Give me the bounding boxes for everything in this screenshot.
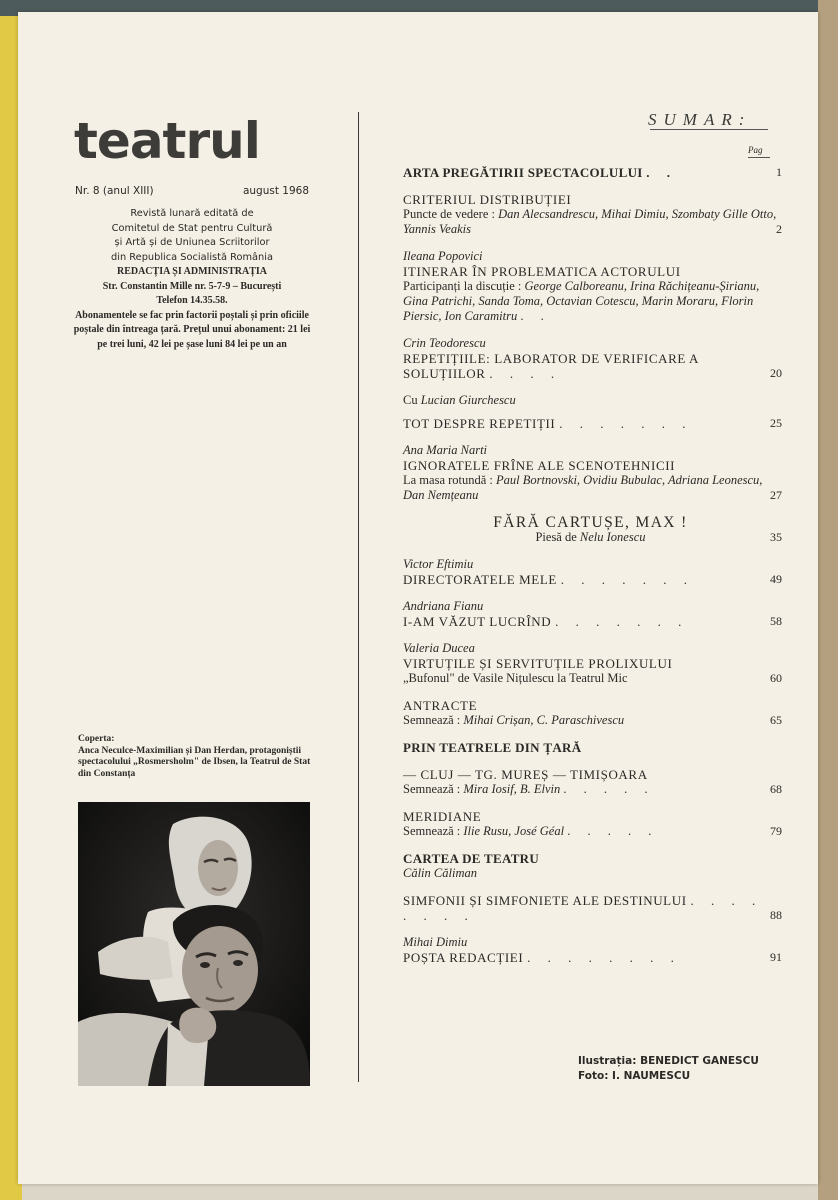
toc-title: ANTRACTE: [403, 698, 478, 713]
toc-title: FĂRĂ CARTUȘE, MAX !: [493, 514, 688, 531]
toc-title: POȘTA REDACȚIEI . . . . . . . .: [403, 950, 681, 965]
toc-page: 91: [770, 950, 782, 964]
toc-entry[interactable]: [403, 767, 782, 797]
toc-entry[interactable]: [403, 641, 782, 686]
photo-credit: Foto: I. NAUMESCU: [578, 1070, 691, 1082]
phone: Telefon 14.35.58.: [156, 295, 228, 306]
toc-author: Mihai Dimiu: [403, 935, 468, 949]
toc-page: 1: [776, 165, 782, 179]
address: Str. Constantin Mille nr. 5-7-9 – București: [102, 280, 282, 292]
toc-author: Ileana Popovici: [403, 249, 483, 263]
toc-author: Călin Căliman: [403, 866, 477, 880]
toc-author: Valeria Ducea: [403, 641, 475, 655]
toc-description: Participanți la discuție : George Calboreanu, Irina Răchițeanu-Șirianu, Gina Patrichi, Sanda Toma, Octavian Cotescu, Marin Moraru, Florin Piersic, Ion Caramitru . .: [403, 279, 760, 323]
toc-title: CRITERIUL DISTRIBUȚIEI: [403, 192, 572, 207]
toc-title: — CLUJ — TG. MUREȘ — TIMIȘOARA: [403, 767, 648, 782]
info-line: Revistă lunară editată de: [130, 208, 254, 219]
info-line: din Republica Socialistă România: [111, 251, 273, 263]
toc-entry[interactable]: [403, 514, 782, 545]
redactia-heading: REDACȚIA ȘI ADMINISTRAȚIA: [116, 266, 268, 277]
toc-description: La masa rotundă : Paul Bortnovski, Ovidiu Bubulac, Adriana Leonescu, Dan Nemțeanu: [403, 473, 763, 502]
toc-title: VIRTUȚILE ȘI SERVITUȚILE PROLIXULUI: [403, 656, 673, 671]
toc-page: 88: [770, 908, 782, 922]
toc-page: 49: [770, 572, 782, 586]
issue-date: august 1968: [242, 185, 309, 197]
toc-entry[interactable]: [403, 893, 782, 923]
toc-page: 60: [770, 671, 782, 685]
issue-line: [75, 185, 309, 197]
toc-author: Crin Teodorescu: [403, 336, 486, 350]
toc-author: Cu Lucian Giurchescu: [403, 393, 516, 407]
publisher-info: [70, 207, 314, 352]
toc-page: 65: [770, 713, 782, 727]
toc-description: Semnează : Mihai Crișan, C. Paraschivescu: [403, 713, 625, 727]
subscription-info: Abonamentele se fac prin factorii poștali și prin oficiile poștale din întreaga țară. Prețul unui abonament: 21 lei pe trei luni, 42 lei pe șase luni 84 lei pe un an: [73, 309, 311, 350]
credits: [578, 1054, 759, 1084]
toc-entry[interactable]: [403, 698, 782, 728]
toc-heading-rule: [650, 129, 768, 130]
toc-title: IGNORATELE FRÎNE ALE SCENOTEHNICII: [403, 458, 676, 473]
illustration-credit: Ilustrația: BENEDICT GANESCU: [578, 1055, 759, 1067]
magazine-page: [18, 12, 818, 1184]
cover-caption: [78, 734, 318, 780]
toc-entry[interactable]: [403, 249, 778, 324]
table-of-contents: [403, 165, 782, 977]
toc-author: Ana Maria Narti: [403, 443, 488, 457]
toc-entry[interactable]: [403, 599, 782, 629]
info-line: Comitetul de Stat pentru Cultură: [111, 222, 273, 234]
toc-title: REPETIȚIILE: LABORATOR DE VERIFICARE A SOLUȚIILOR . . . .: [403, 351, 699, 381]
toc-title: SIMFONII ȘI SIMFONIETE ALE DESTINULUI . . . . . . . .: [403, 893, 763, 923]
page-column-label: Pag: [748, 145, 763, 155]
toc-page: 20: [770, 366, 782, 380]
toc-description: Semnează : Mira Iosif, B. Elvin . . . . .: [403, 782, 655, 796]
cover-text: Anca Neculce-Maximilian și Dan Herdan, protagoniștii spectacolului „Rosmersholm" de Ibsen, la Teatrul de Stat din Constanța: [78, 745, 311, 779]
toc-heading: SUMAR:: [648, 110, 752, 129]
toc-page: 79: [770, 824, 782, 838]
toc-description: Piesă de Nelu Ionescu: [535, 530, 646, 544]
masthead: teatrul: [74, 112, 260, 170]
toc-description: Semnează : Ilie Rusu, José Géal . . . . .: [403, 824, 659, 838]
toc-entry[interactable]: [403, 809, 782, 839]
toc-page: 35: [770, 530, 782, 544]
issue-number: Nr. 8 (anul XIII): [75, 185, 154, 197]
toc-page: 2: [776, 222, 782, 236]
cover-photo: [78, 802, 310, 1086]
cover-photo-image: [78, 802, 310, 1086]
toc-page: 68: [770, 782, 782, 796]
toc-entry[interactable]: [403, 740, 778, 755]
toc-page: 27: [770, 488, 782, 502]
book-spine: [818, 0, 838, 1200]
toc-entry[interactable]: [403, 935, 782, 965]
cover-label: Coperta:: [78, 734, 115, 744]
toc-entry[interactable]: [403, 557, 782, 587]
page-column-rule: [748, 157, 770, 158]
toc-author: Victor Eftimiu: [403, 557, 474, 571]
toc-title: PRIN TEATRELE DIN ȚARĂ: [403, 740, 582, 755]
toc-entry[interactable]: [403, 443, 782, 503]
info-line: și Artă și de Uniunea Scriitorilor: [114, 237, 270, 248]
toc-entry[interactable]: [403, 165, 782, 180]
toc-title: ITINERAR ÎN PROBLEMATICA ACTORULUI: [403, 264, 681, 279]
toc-title: TOT DESPRE REPETIȚII . . . . . . .: [403, 416, 693, 431]
toc-title: MERIDIANE: [403, 809, 482, 824]
toc-description: Puncte de vedere : Dan Alecsandrescu, Mihai Dimiu, Szombaty Gille Otto, Yannis Veakis: [403, 207, 777, 236]
toc-title: ARTA PREGĂTIRII SPECTACOLULUI . .: [403, 165, 677, 180]
toc-entry[interactable]: [403, 393, 782, 431]
toc-description: „Bufonul" de Vasile Nițulescu la Teatrul Mic: [403, 671, 628, 685]
column-divider: [358, 112, 359, 1082]
left-column: [18, 12, 338, 1184]
toc-title: CARTEA DE TEATRU: [403, 851, 540, 866]
toc-page: 58: [770, 614, 782, 628]
toc-entry[interactable]: [403, 192, 782, 237]
toc-page: 25: [770, 416, 782, 430]
toc-entry[interactable]: [403, 851, 778, 881]
toc-entry[interactable]: [403, 336, 782, 381]
toc-title: I-AM VĂZUT LUCRÎND . . . . . . .: [403, 614, 689, 629]
toc-title: DIRECTORATELE MELE . . . . . . .: [403, 572, 695, 587]
toc-author: Andriana Fianu: [403, 599, 484, 613]
